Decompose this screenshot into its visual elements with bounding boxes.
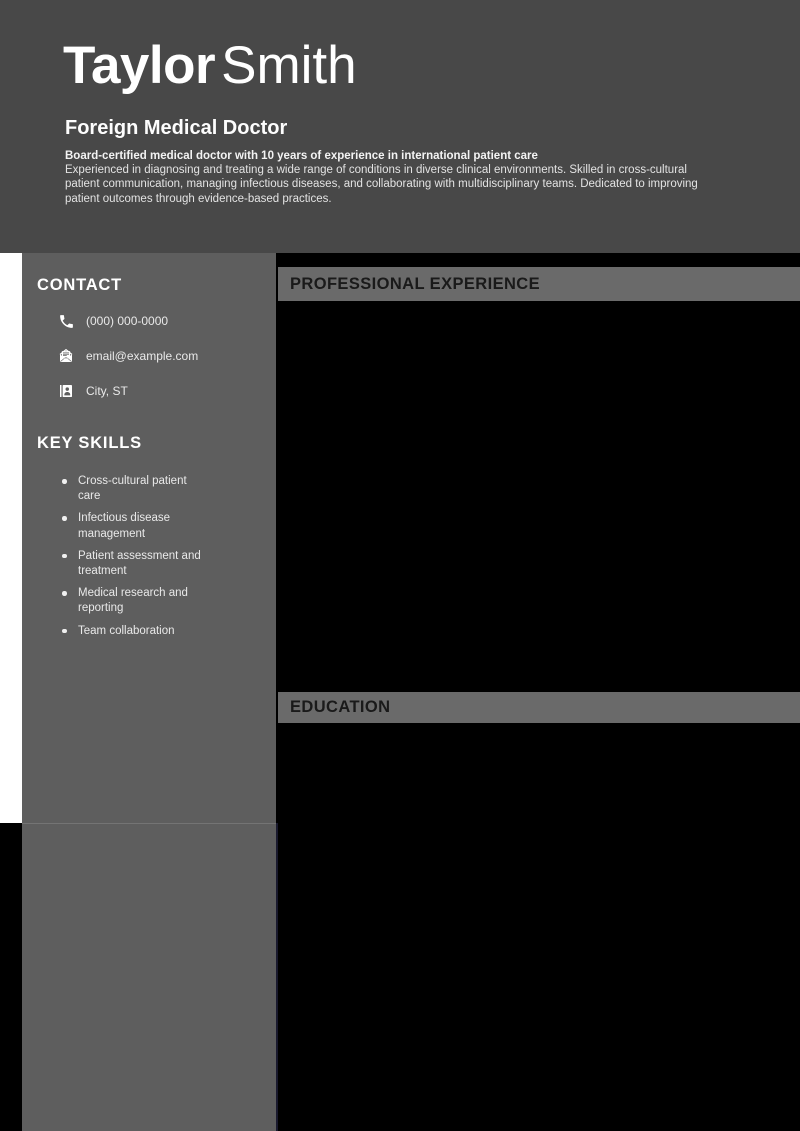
skill-item: Medical research and reporting: [61, 586, 201, 616]
skill-item: Patient assessment and treatment: [61, 549, 201, 579]
section-header-experience: [278, 267, 800, 301]
email-icon: [57, 347, 75, 365]
sidebar: [22, 253, 276, 1131]
resume-header: [0, 0, 800, 253]
contact-item-location: [37, 379, 198, 403]
summary-body: Experienced in diagnosing and treating a wide range of conditions in diverse clinical environments. Skilled in cross-cultural patient communication, managing infectious diseases, and collaborating with multidisciplinary teams. Dedicated to improving patient outcomes through evidence-based practices.: [65, 164, 698, 205]
skill-item: Infectious disease management: [61, 511, 201, 541]
section-title: PROFESSIONAL EXPERIENCE: [290, 274, 541, 293]
candidate-name: [63, 36, 357, 97]
skill-item: Team collaboration: [61, 624, 201, 639]
email-value: email@example.com: [86, 349, 199, 363]
main-content: [276, 253, 800, 1131]
contact-list: [37, 309, 198, 414]
page-break-line: [22, 823, 276, 824]
contact-item-email: [37, 344, 198, 368]
contact-item-phone: [37, 309, 198, 333]
phone-value: (000) 000-0000: [86, 314, 169, 328]
job-title: Foreign Medical Doctor: [65, 117, 288, 139]
experience-content-redacted: [278, 301, 800, 692]
education-content-redacted: [278, 723, 800, 1131]
location-value: City, ST: [86, 384, 128, 398]
skill-item: Cross-cultural patient care: [61, 474, 201, 504]
location-contact-card-icon: [57, 382, 75, 400]
contact-heading: CONTACT: [37, 276, 123, 294]
page-left-margin: [0, 253, 22, 823]
last-name: Smith: [221, 36, 357, 95]
summary-headline: Board-certified medical doctor with 10 years of experience in international patient care: [65, 150, 538, 162]
phone-icon: [57, 312, 75, 330]
page-edge-line: [276, 823, 278, 1131]
section-header-education: [278, 692, 800, 723]
summary-block: [65, 149, 715, 206]
skills-heading: KEY SKILLS: [37, 434, 142, 452]
section-title: EDUCATION: [290, 698, 391, 716]
skills-list: [61, 474, 201, 646]
first-name: Taylor: [63, 36, 216, 95]
